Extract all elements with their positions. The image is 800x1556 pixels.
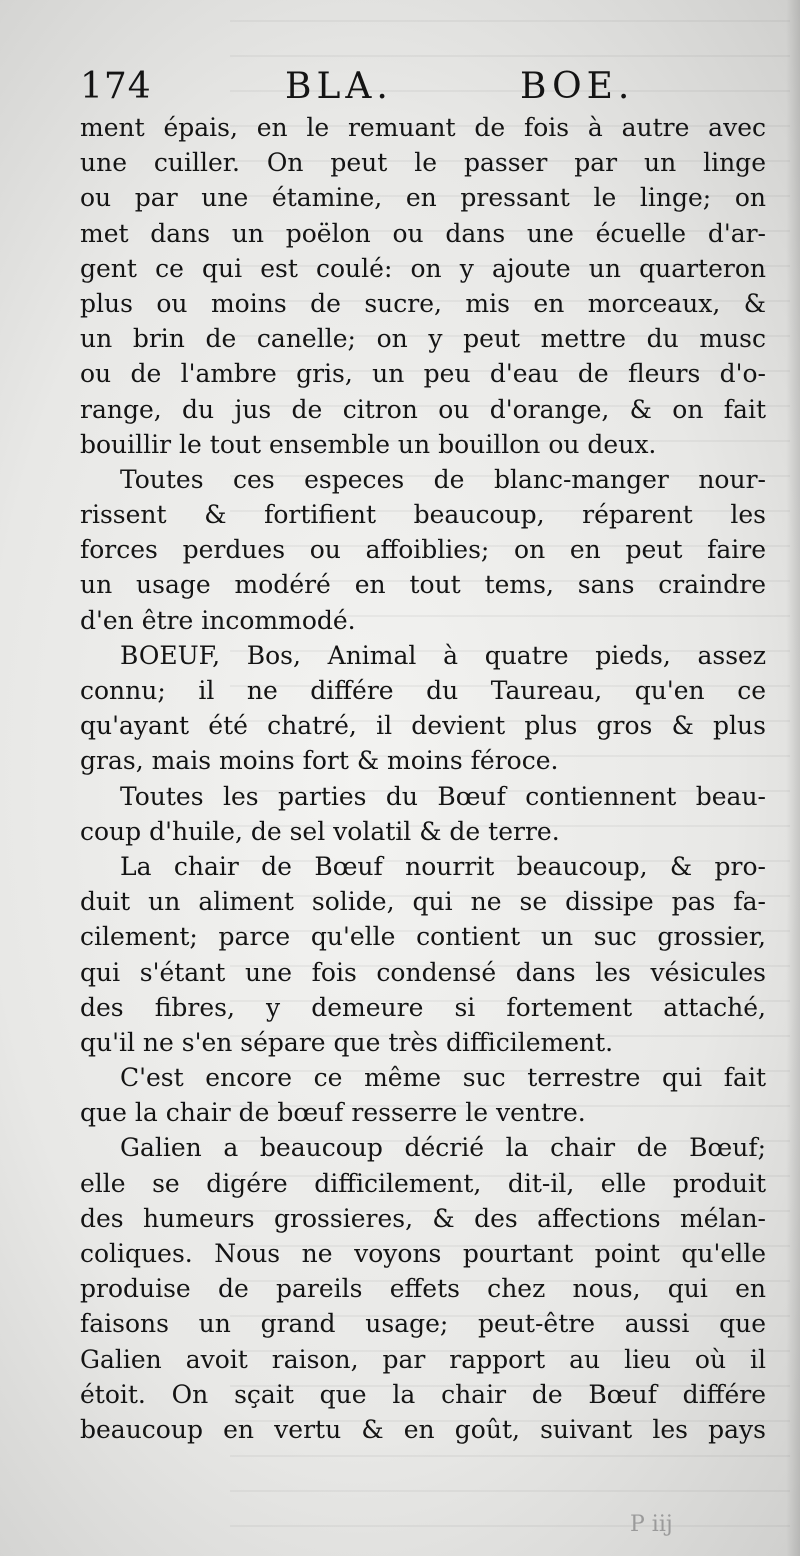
page-number: 174 — [80, 66, 152, 107]
text-line: qui s'étant une fois condensé dans les vésicules — [80, 957, 766, 987]
text-line: ou de l'ambre gris, un peu d'eau de fleurs d'o- — [80, 359, 766, 389]
text-line: gras, mais moins fort & moins féroce. — [80, 746, 559, 776]
text-line: une cuiller. On peut le passer par un linge — [80, 148, 766, 178]
text-line: un usage modéré en tout tems, sans craindre — [80, 570, 766, 600]
text-line: Toutes les parties du Bœuf contiennent beau- — [120, 781, 766, 811]
text-line: un brin de canelle; on y peut mettre du musc — [80, 324, 766, 354]
text-line: cilement; parce qu'elle contient un suc grossier, — [80, 922, 766, 952]
page-edge-shadow — [786, 0, 800, 1556]
text-line: elle se digére difficilement, dit-il, elle produit — [80, 1168, 766, 1198]
text-line: ou par une étamine, en pressant le linge; on — [80, 183, 766, 213]
signature-mark: P iij — [630, 1512, 673, 1537]
running-head-left: BLA. — [285, 66, 393, 107]
text-line: forces perdues ou affoiblies; on en peut faire — [80, 535, 766, 565]
text-line: C'est encore ce même suc terrestre qui fait — [120, 1063, 766, 1093]
text-line: des fibres, y demeure si fortement attaché, — [80, 992, 766, 1022]
text-line: rissent & fortifient beaucoup, réparent les — [80, 500, 766, 530]
text-line: coliques. Nous ne voyons pourtant point qu'elle — [80, 1239, 766, 1268]
text-line: Galien a beaucoup décrié la chair de Bœuf; — [120, 1133, 766, 1163]
text-line: Toutes ces especes de blanc-manger nour- — [120, 464, 766, 494]
text-line: coup d'huile, de sel volatil & de terre. — [80, 816, 560, 846]
text-line: bouillir le tout ensemble un bouillon ou deux. — [80, 429, 657, 459]
text-line: faisons un grand usage; peut-être aussi que — [80, 1309, 766, 1339]
text-line: des humeurs grossieres, & des affections mélan- — [80, 1203, 766, 1233]
text-line: que la chair de bœuf resserre le ventre. — [80, 1098, 586, 1128]
text-line: connu; il ne différe du Taureau, qu'en ce — [80, 676, 766, 705]
text-line: met dans un poëlon ou dans une écuelle d'ar- — [80, 218, 766, 248]
text-line: qu'ayant été chatré, il devient plus gros & plus — [80, 711, 766, 741]
text-line: BOEUF, Bos, Animal à quatre pieds, assez — [120, 640, 766, 670]
text-line: qu'il ne s'en sépare que très difficilement. — [80, 1027, 614, 1057]
text-line: Galien avoit raison, par rapport au lieu où il — [80, 1344, 766, 1374]
text-line: étoit. On sçait que la chair de Bœuf différe — [80, 1379, 766, 1409]
text-line: beaucoup en vertu & en goût, suivant les pays — [80, 1414, 766, 1444]
text-line: ment épais, en le remuant de fois à autre avec — [80, 113, 766, 142]
text-line: plus ou moins de sucre, mis en morceaux, & — [80, 288, 766, 318]
text-line: produise de pareils effets chez nous, qui en — [80, 1274, 766, 1304]
running-head-right: BOE. — [520, 66, 635, 107]
text-line: gent ce qui est coulé: on y ajoute un quarteron — [80, 253, 766, 283]
text-line: range, du jus de citron ou d'orange, & on fait — [80, 394, 766, 424]
text-line: d'en être incommodé. — [80, 605, 356, 635]
text-line: La chair de Bœuf nourrit beaucoup, & pro- — [120, 851, 766, 881]
text-line: duit un aliment solide, qui ne se dissipe pas fa- — [80, 887, 766, 917]
page-body-text — [80, 110, 766, 1447]
